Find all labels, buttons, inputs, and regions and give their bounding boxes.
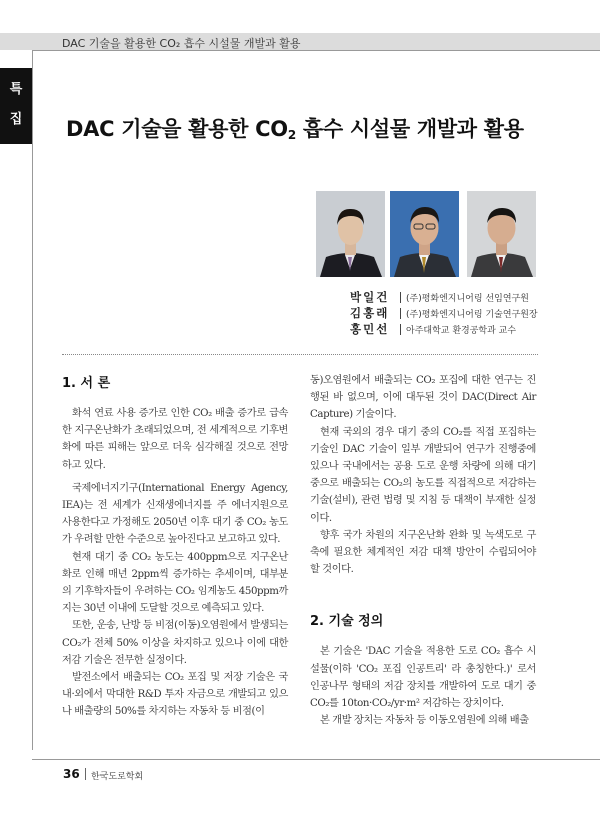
title-subscript: 2 xyxy=(287,128,296,142)
page-number: 36 xyxy=(63,767,80,781)
side-tab-char: 특 xyxy=(9,82,23,97)
author-name: 김홍래 xyxy=(350,306,390,320)
author-affiliation: (주)평화엔지니어링 선임연구원 xyxy=(406,293,529,304)
author-list xyxy=(350,289,538,337)
divider xyxy=(85,768,86,780)
divider xyxy=(400,324,401,335)
paragraph: 본 기술은 'DAC 기술을 적용한 도로 CO₂ 흡수 시설물(이하 'CO₂ 포집 인공트리' 라 총칭한다.)' 로서 인공나무 형태의 저감 장치를 개발하여 도로 대기 중 CO₂를 10ton·CO₂/yr·m² 저감하는 장치이다. xyxy=(310,646,536,710)
footer-organization: 한국도로학회 xyxy=(91,772,144,782)
section-heading: 1. 서 론 xyxy=(62,376,111,391)
author-row xyxy=(350,289,538,305)
author-name: 홍민선 xyxy=(350,322,390,336)
author-affiliation: 아주대학교 환경공학과 교수 xyxy=(406,325,517,336)
author-name: 박일건 xyxy=(350,290,390,304)
paragraph: 국제에너지기구(International Energy Agency, IEA)는 전 세계가 신재생에너지를 주 에너지원으로 사용한다고 가정해도 2050년 이후 대기 중 CO₂ 농도가 우려할 만한 수준으로 높아진다고 보고하고 있다. xyxy=(62,482,288,546)
author-photo xyxy=(316,191,385,277)
author-row xyxy=(350,305,538,321)
divider xyxy=(400,292,401,303)
paragraph: 발전소에서 배출되는 CO₂ 포집 및 저장 기술은 국내·외에서 막대한 R&D 투자 자금으로 개발되고 있으나 배출량의 50%를 차지하는 자동차 등 비점(이 xyxy=(62,672,288,718)
paragraph: 본 개발 장치는 자동차 등 이동오염원에 의해 배출 xyxy=(320,715,529,727)
section-heading: 2. 기술 정의 xyxy=(310,614,384,630)
side-tab-char: 집 xyxy=(9,112,23,127)
author-photo xyxy=(390,191,459,277)
author-affiliation: (주)평화엔지니어링 기술연구원장 xyxy=(406,309,538,320)
column-right xyxy=(310,372,536,729)
paragraph: 향후 국가 차원의 지구온난화 완화 및 녹색도로 구축에 필요한 체계적인 저감 대책 방안이 수립되어야 할 것이다. xyxy=(310,529,536,576)
running-head: DAC 기술을 활용한 CO₂ 흡수 시설물 개발과 활용 xyxy=(62,37,301,50)
dotted-divider xyxy=(62,354,538,355)
side-tab xyxy=(0,68,32,144)
footer-rule xyxy=(32,759,600,760)
paragraph: 화석 연료 사용 증가로 인한 CO₂ 배출 증가로 급속한 지구온난화가 초래되었으며, 전 세계적으로 기후변화에 따른 피해는 앞으로 더욱 심각해질 것으로 전망하고 있다. xyxy=(62,408,288,471)
paragraph: 또한, 운송, 난방 등 비점(이동)오염원에서 발생되는 CO₂가 전체 50% 이상을 차지하고 있으나 이에 대한 저감 기술은 전무한 실정이다. xyxy=(62,620,288,666)
divider xyxy=(400,308,401,319)
paragraph: 현재 대기 중 CO₂ 농도는 400ppm으로 지구온난화로 인해 매년 2ppm씩 증가하는 추세이며, 대부분의 기후학자들이 우려하는 CO₂ 임계농도 450ppm까지는 30년 이내에 도달할 것으로 예측되고 있다. xyxy=(62,551,288,615)
frame-line xyxy=(32,50,33,750)
column-left xyxy=(62,372,288,721)
frame-line xyxy=(32,50,600,51)
author-row xyxy=(350,321,538,337)
author-photo xyxy=(467,191,536,277)
title-part: 흡수 시설물 개발과 활용 xyxy=(295,117,524,141)
paragraph: 현재 국외의 경우 대기 중의 CO₂를 직접 포집하는 기술인 DAC 기술이 일부 개발되어 연구가 진행중에 있으나 국내에서는 공용 도로 운행 차량에 의해 대기 중으로 배출되는 CO₂의 농도를 직접적으로 저감하는 기술(설비), 관련 법령 및 지침 등 대책이 부재한 실정이다. xyxy=(310,426,536,524)
article-title xyxy=(66,113,524,143)
paragraph: 동)오염원에서 배출되는 CO₂ 포집에 대한 연구는 진행된 바 없으며, 이에 대두된 것이 DAC(Direct Air Capture) 기술이다. xyxy=(310,375,536,421)
title-part: DAC 기술을 활용한 CO xyxy=(66,117,288,141)
